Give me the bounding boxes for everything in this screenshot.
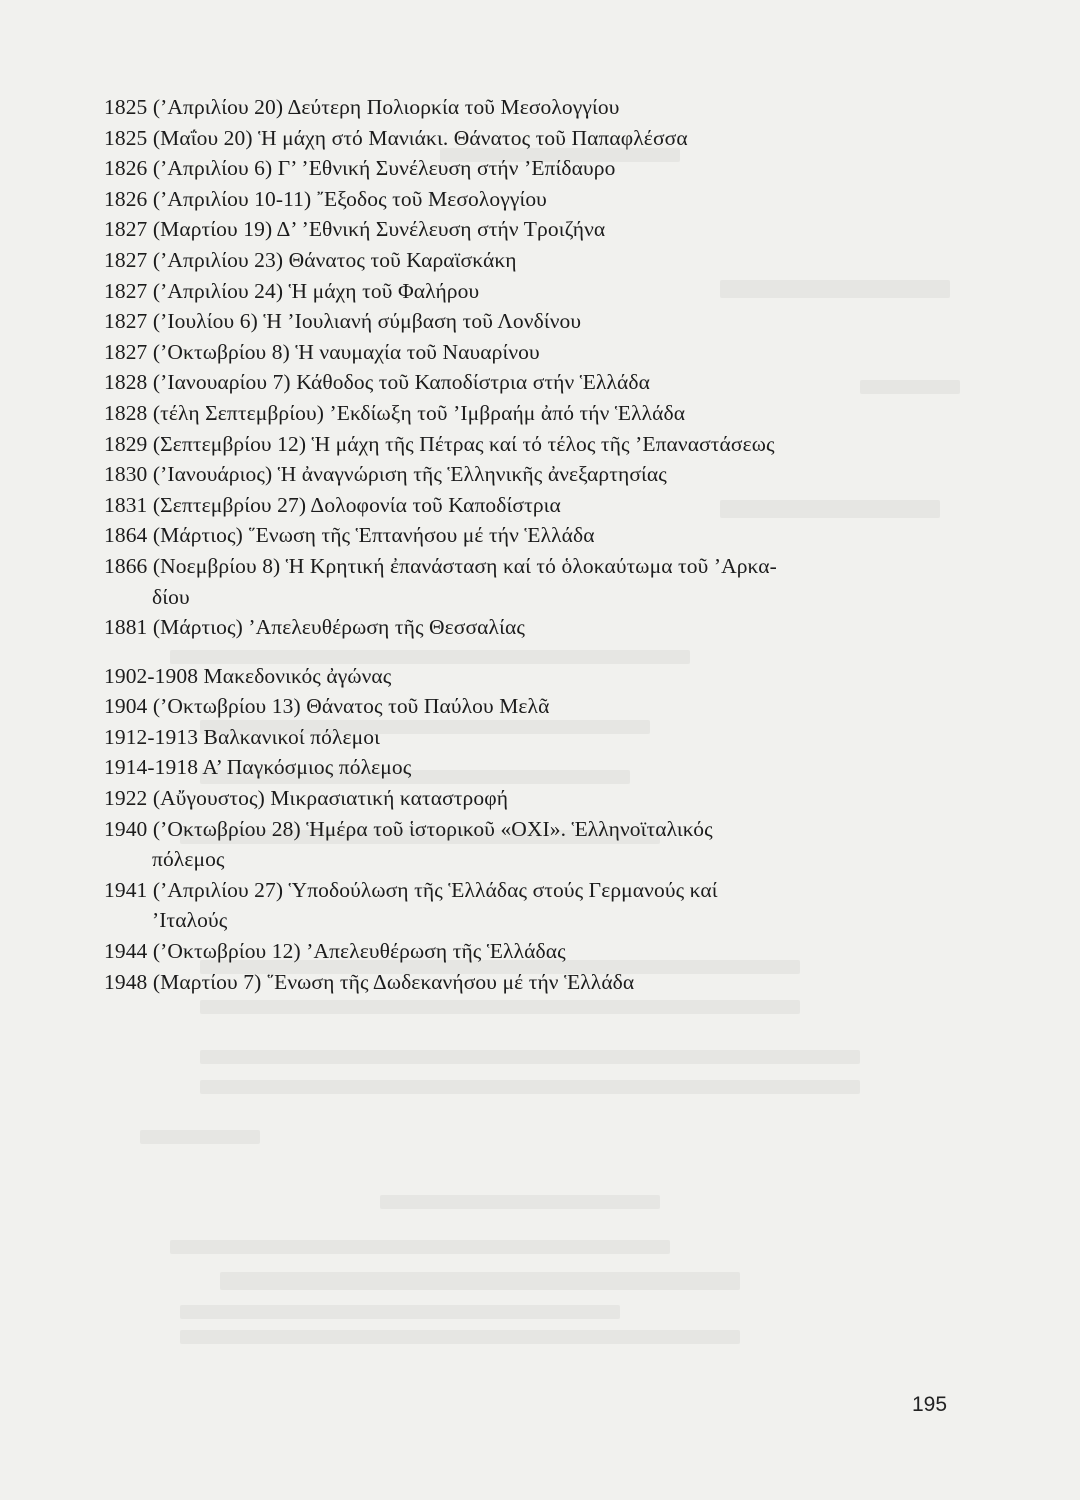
entry-event: ῞Ενωση τῆς Δωδεκανήσου μέ τήν Ἑλλάδα — [266, 969, 635, 994]
entry-event: Δεύτερη Πολιορκία τοῦ Μεσολογγίου — [287, 95, 620, 119]
chronology-entry — [104, 661, 954, 692]
entry-event: Ἡ μάχη τῆς Πέτρας καί τό τέλος τῆς ’Επαναστάσεως — [311, 431, 775, 456]
entry-continuation: πόλεμος — [152, 847, 225, 872]
entry-event: Ἡ ναυμαχία τοῦ Ναυαρίνου — [295, 339, 540, 364]
entry-date: 1902-1908 — [104, 663, 199, 688]
entry-date: 1828 (’Ιανουαρίου 7) — [104, 370, 291, 395]
entry-date: 1827 (’Ιουλίου 6) — [104, 309, 258, 334]
chronology-entry — [104, 752, 954, 783]
chronology-entry — [104, 184, 954, 215]
entry-event: Δ’ ’Εθνική Συνέλευση στήν Τροιζήνα — [276, 217, 606, 242]
chronology-entry — [104, 691, 954, 722]
entry-event: Ἡμέρα τοῦ ἱστορικοῦ «ΟΧΙ». Ἑλληνοϊταλικός — [306, 816, 713, 841]
entry-event: Μικρασιατική καταστροφή — [270, 786, 509, 811]
entry-date: 1826 (’Απριλίου 10-11) — [104, 186, 312, 211]
entry-event: Ἡ μάχη τοῦ Φαλήρου — [288, 278, 480, 303]
chronology-entry — [104, 398, 954, 429]
chronology-list — [104, 92, 954, 997]
entry-date: 1944 (’Οκτωβρίου 12) — [104, 939, 301, 964]
entry-event: ῎Εξοδος τοῦ Μεσολογγίου — [316, 186, 547, 211]
entry-event: Θάνατος τοῦ Παύλου Μελᾶ — [306, 694, 550, 719]
entry-date: 1828 (τέλη Σεπτεμβρίου) — [104, 400, 324, 425]
entry-date: 1825 (Μαΐου 20) — [104, 125, 253, 150]
chronology-entry — [104, 214, 954, 245]
entry-date: 1940 (’Οκτωβρίου 28) — [104, 816, 301, 841]
chronology-entry — [104, 967, 954, 998]
chronology-entry — [104, 783, 954, 814]
entry-date: 1912-1913 — [104, 724, 199, 749]
entry-date: 1881 (Μάρτιος) — [104, 615, 243, 640]
entry-date: 1941 (’Απριλίου 27) — [104, 877, 284, 902]
chronology-entry — [104, 245, 954, 276]
entry-event: Μακεδονικός ἀγώνας — [203, 663, 392, 688]
entry-date: 1922 (Αὔγουστος) — [104, 786, 265, 811]
entry-date: 1864 (Μάρτιος) — [104, 523, 243, 548]
entry-event: Θάνατος τοῦ Καραϊσκάκη — [288, 247, 517, 272]
entry-date: 1827 (’Οκτωβρίου 8) — [104, 339, 290, 364]
chronology-entry — [104, 92, 954, 123]
entry-event: Βαλκανικοί πόλεμοι — [203, 724, 380, 749]
chronology-entry — [104, 875, 954, 936]
chronology-entry — [104, 276, 954, 307]
entry-event: ’Εκδίωξη τοῦ ’Ιμβραήμ ἀπό τήν Ἑλλάδα — [329, 400, 686, 425]
entry-date: 1825 (’Απριλίου 20) — [104, 95, 284, 119]
entry-date: 1948 (Μαρτίου 7) — [104, 969, 262, 994]
entry-event: Ἡ ’Ιουλιανή σύμβαση τοῦ Λονδίνου — [263, 309, 582, 334]
chronology-entry — [104, 367, 954, 398]
entry-date: 1831 (Σεπτεμβρίου 27) — [104, 492, 307, 517]
entry-date: 1829 (Σεπτεμβρίου 12) — [104, 431, 307, 456]
entry-date: 1830 (’Ιανουάριος) — [104, 462, 273, 487]
entry-date: 1827 (’Απριλίου 24) — [104, 278, 284, 303]
entry-date: 1866 (Νοεμβρίου 8) — [104, 553, 281, 578]
entry-event: Κάθοδος τοῦ Καποδίστρια στήν Ἑλλάδα — [296, 370, 650, 395]
entry-continuation: ’Ιταλούς — [152, 908, 228, 933]
entry-event: Ἡ ἀναγνώριση τῆς Ἑλληνικῆς ἀνεξαρτησίας — [277, 462, 667, 487]
page-number: 195 — [912, 1393, 948, 1416]
entry-event: Ὑποδούλωση τῆς Ἑλλάδας στούς Γερμανούς καί — [288, 877, 718, 902]
chronology-entry — [104, 306, 954, 337]
chronology-entry — [104, 551, 954, 612]
entry-date: 1827 (Μαρτίου 19) — [104, 217, 273, 242]
chronology-entry — [104, 153, 954, 184]
section-gap — [104, 643, 954, 661]
entry-event: ῞Ενωση τῆς Ἑπτανήσου μέ τήν Ἑλλάδα — [248, 523, 595, 548]
chronology-entry — [104, 337, 954, 368]
entry-event: ’Απελευθέρωση τῆς Ἑλλάδας — [306, 939, 566, 964]
chronology-entry — [104, 612, 954, 643]
entry-date: 1904 (’Οκτωβρίου 13) — [104, 694, 301, 719]
entry-event: Δολοφονία τοῦ Καποδίστρια — [310, 492, 561, 517]
chronology-entry — [104, 123, 954, 154]
entry-event: ’Απελευθέρωση τῆς Θεσσαλίας — [248, 615, 525, 640]
entry-date: 1827 (’Απριλίου 23) — [104, 247, 284, 272]
chronology-entry — [104, 722, 954, 753]
chronology-entry — [104, 490, 954, 521]
entry-event: Ἡ Κρητική ἐπανάσταση καί τό ὁλοκαύτωμα τοῦ ’Αρκα- — [285, 553, 777, 578]
chronology-entry — [104, 429, 954, 460]
entry-continuation: δίου — [152, 584, 190, 609]
chronology-entry — [104, 520, 954, 551]
entry-event: Α’ Παγκόσμιος πόλεμος — [202, 755, 412, 780]
chronology-entry — [104, 936, 954, 967]
chronology-entry — [104, 814, 954, 875]
entry-date: 1826 (’Απριλίου 6) — [104, 156, 273, 181]
entry-date: 1914-1918 — [104, 755, 199, 780]
entry-event: Ἡ μάχη στό Μανιάκι. Θάνατος τοῦ Παπαφλέσσα — [258, 125, 688, 150]
entry-event: Γ’ ’Εθνική Συνέλευση στήν ’Επίδαυρο — [277, 156, 616, 181]
chronology-entry — [104, 459, 954, 490]
